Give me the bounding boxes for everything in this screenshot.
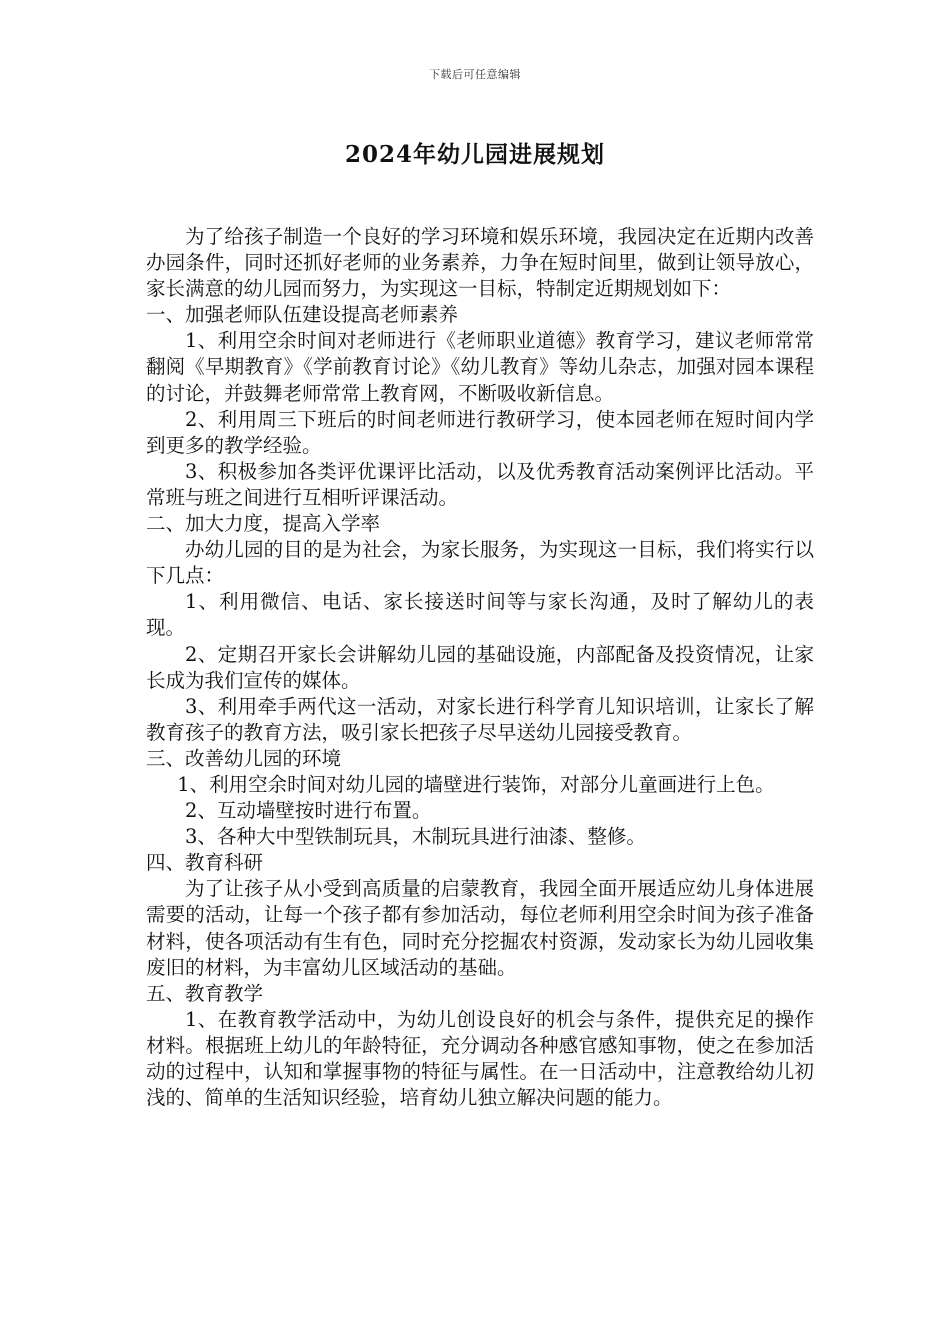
paragraph-1-1: 1、利用空余时间对老师进行《老师职业道德》教育学习，建议老师常常翻阅《早期教育》《学前教育讨论》《幼儿教育》等幼儿杂志，加强对园本课程的讨论，并鼓舞老师常常上教育网，不断吸收新信息。	[146, 329, 814, 405]
section-heading-4: 四、教育科研	[146, 851, 264, 875]
paragraph-3-3: 3、各种大中型铁制玩具，木制玩具进行油漆、整修。	[185, 825, 646, 849]
section-heading-1: 一、加强老师队伍建设提高老师素养	[146, 303, 459, 327]
section-heading-3: 三、改善幼儿园的环境	[146, 746, 342, 770]
paragraph-intro: 为了给孩子制造一个良好的学习环境和娱乐环境，我园决定在近期内改善办园条件，同时还抓好老师的业务素养，力争在短时间里，做到让领导放心，家长满意的幼儿园而努力，为实现这一目标，特制定近期规划如下：	[146, 225, 814, 301]
paragraph-2-1: 1、利用微信、电话、家长接送时间等与家长沟通，及时了解幼儿的表现。	[146, 590, 814, 640]
paragraph-1-3: 3、积极参加各类评优课评比活动，以及优秀教育活动案例评比活动。平常班与班之间进行互相听评课活动。	[146, 459, 814, 509]
document-title: 2024年幼儿园进展规划	[344, 141, 605, 168]
section-heading-2: 二、加大力度，提高入学率	[146, 512, 381, 536]
paragraph-1-2: 2、利用周三下班后的时间老师进行教研学习，使本园老师在短时间内学到更多的教学经验。	[146, 407, 814, 457]
paragraph-2-2: 2、定期召开家长会讲解幼儿园的基础设施，内部配备及投资情况，让家长成为我们宣传的媒体。	[146, 642, 814, 692]
paragraph-2-3: 3、利用牵手两代这一活动，对家长进行科学育儿知识培训，让家长了解教育孩子的教育方法，吸引家长把孩子尽早送幼儿园接受教育。	[146, 694, 814, 744]
header-note: 下载后可任意编辑	[429, 68, 521, 81]
section-heading-5: 五、教育教学	[146, 981, 264, 1005]
paragraph-2-intro: 办幼儿园的目的是为社会，为家长服务，为实现这一目标，我们将实行以下几点：	[146, 538, 814, 588]
paragraph-4-1: 为了让孩子从小受到高质量的启蒙教育，我园全面开展适应幼儿身体进展需要的活动，让每一个孩子都有参加活动，每位老师利用空余时间为孩子准备材料，使各项活动有生有色，同时充分挖掘农村资源，发动家长为幼儿园收集废旧的材料，为丰富幼儿区域活动的基础。	[146, 877, 814, 979]
document-body	[146, 224, 814, 1111]
paragraph-3-1: 1、利用空余时间对幼儿园的墙壁进行装饰，对部分儿童画进行上色。	[177, 772, 775, 796]
paragraph-3-2: 2、互动墙壁按时进行布置。	[185, 799, 432, 823]
paragraph-5-1: 1、在教育教学活动中，为幼儿创设良好的机会与条件，提供充足的操作材料。根据班上幼儿的年龄特征，充分调动各种感官感知事物，使之在参加活动的过程中，认知和掌握事物的特征与属性。在一日活动中，注意教给幼儿初浅的、简单的生活知识经验，培育幼儿独立解决问题的能力。	[146, 1007, 814, 1110]
